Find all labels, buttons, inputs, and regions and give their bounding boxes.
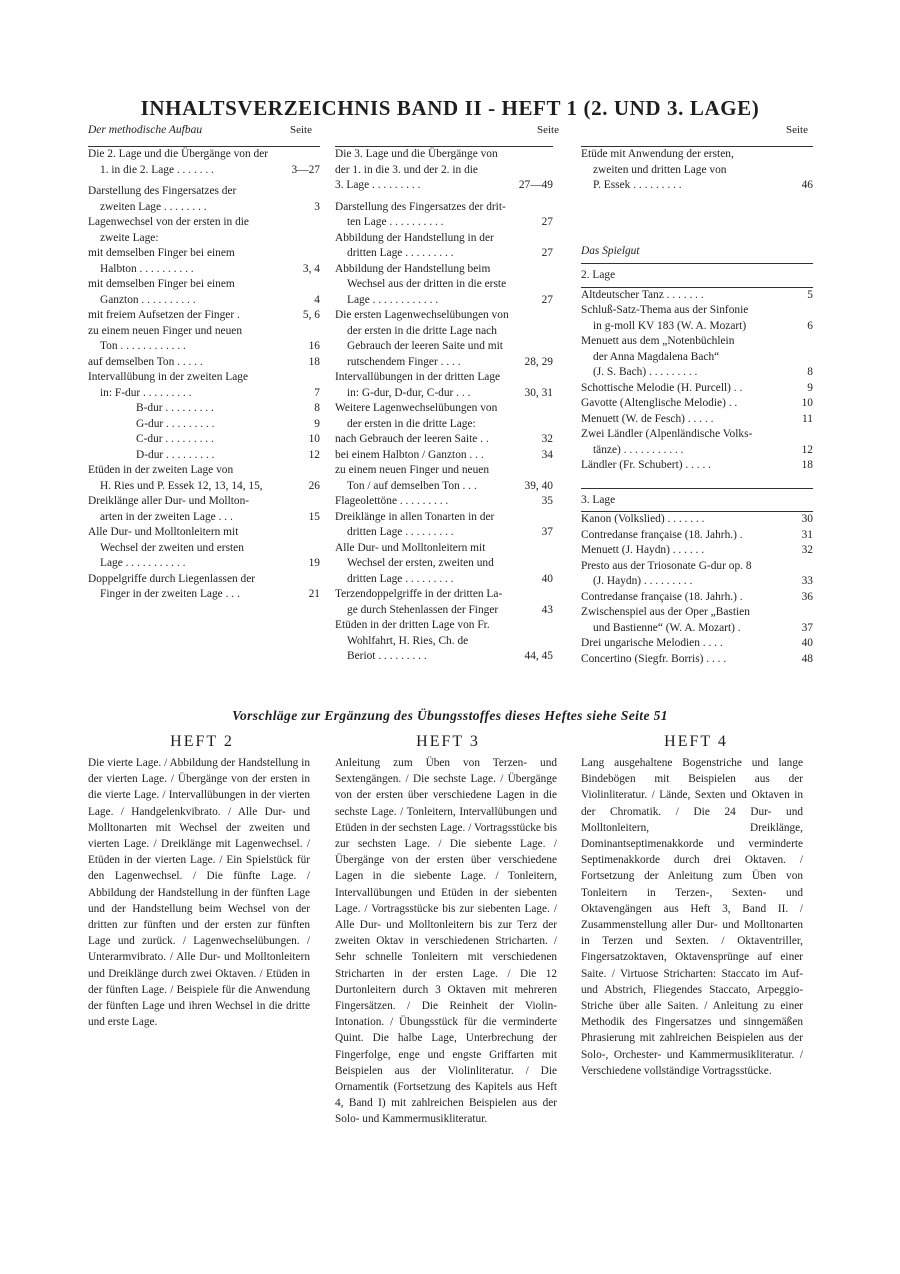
toc-entry — [335, 215, 553, 231]
toc-entry-page: 10 — [308, 433, 320, 445]
heft2-title: HEFT 2 — [170, 733, 234, 750]
toc-entry — [335, 308, 553, 324]
toc-entry — [88, 293, 320, 309]
toc-entry — [581, 365, 813, 381]
toc-entry-page: 3—27 — [291, 163, 320, 176]
toc-entry-text: G-dur . . . . . . . . . — [136, 417, 215, 430]
toc-entry-page: 3 — [314, 200, 320, 213]
toc-entry-text: tänze) . . . . . . . . . . . — [593, 443, 684, 456]
toc-entry-text: arten in der zweiten Lage . . . — [100, 510, 233, 523]
toc-entry-text: nach Gebrauch der leeren Saite . . — [335, 433, 489, 445]
toc-column-3 — [581, 146, 813, 667]
toc-entry-text: Darstellung des Fingersatzes der — [88, 185, 237, 197]
toc-entry — [88, 572, 320, 588]
toc-entry-text: Drei ungarische Melodien . . . . — [581, 637, 723, 649]
heft3-title: HEFT 3 — [416, 733, 480, 750]
toc-entry-text: Menuett aus dem „Notenbüchlein — [581, 335, 735, 347]
toc-entry — [335, 510, 553, 526]
toc-entry-text: Zwei Ländler (Alpenländische Volks- — [581, 428, 753, 440]
toc-entry — [88, 277, 320, 293]
toc-entry-text: 1. in die 2. Lage . . . . . . . — [100, 163, 214, 176]
toc-entry-page: 12 — [308, 448, 320, 461]
toc-entry-text: Etüden in der dritten Lage von Fr. — [335, 619, 490, 631]
heft4-text: Lang ausgehaltene Bogenstriche und lange Bindebögen mit Beispielen aus der Violinliteratur. / Lände, Sexten und Oktaven in der Chromatik. / Die 24 Dur- und Molltonleitern, Dreiklänge, Dominantseptimenakkorde und verminderte Septimenakkorde durch drei Oktaven. / Fortsetzung der Anleitung zum Üben von Tonleitern in Terzen-, Sexten- und Oktavengängen aus Heft 3, Band II. / Zusammenstellung aller Dur- und Molltonarten in Terzen und Sexten. / Oktaventriller, Fingersatzoktaven, Oktavensprünge auf einer Saite. / Virtuose Stricharten: Staccato im Auf- und Abstrich, Fliegendes Staccato, Arpeggio-Striche über alle Saiten. / Anleitung zu einer Methodik des Fingersatzes und sinngemäßen Phrasierung mit zahlreichen Beispielen aus der Solo-, Orchester- und Kammermusikliteratur. / Verschiedene vollständige Vortragsstücke. — [581, 757, 803, 1077]
toc-entry-page: 26 — [308, 479, 320, 492]
toc-entry — [581, 334, 813, 350]
toc-entry-text: Die 3. Lage und die Übergänge von — [335, 148, 498, 160]
toc-entry-text: Die 2. Lage und die Übergänge von der — [88, 148, 269, 160]
toc-entry — [581, 303, 813, 319]
toc-entry — [335, 178, 553, 194]
toc-entry-text: Dreiklänge in allen Tonarten in der — [335, 510, 495, 523]
toc-entry-page: 34 — [541, 448, 553, 461]
toc-entry-page: 9 — [807, 381, 813, 394]
toc-entry-page: 15 — [308, 510, 320, 523]
toc-entry — [335, 147, 553, 163]
toc-entry-text: Finger in der zweiten Lage . . . — [100, 588, 240, 600]
toc-entry — [88, 479, 320, 495]
toc-entry — [581, 288, 813, 304]
toc-entry-text: und Bastienne“ (W. A. Mozart) . — [593, 621, 741, 634]
toc-entry — [581, 381, 813, 397]
toc-entry-text: 3. Lage . . . . . . . . . — [335, 179, 421, 191]
toc-entry-text: Alle Dur- und Molltonleitern mit — [88, 526, 239, 538]
toc-entry-text: der Anna Magdalena Bach“ — [593, 350, 720, 363]
toc-entry — [581, 427, 813, 443]
toc-list-3-top — [581, 147, 813, 194]
toc-entry — [335, 634, 553, 650]
toc-entry — [581, 350, 813, 366]
toc-entry-text: Concertino (Siegfr. Borris) . . . . — [581, 652, 727, 665]
toc-entry — [335, 386, 553, 402]
toc-entry-text: Lage . . . . . . . . . . . . — [347, 293, 439, 306]
toc-entry — [335, 432, 553, 448]
toc-entry — [581, 412, 813, 428]
toc-entry — [335, 587, 553, 603]
toc-entry-text: B-dur . . . . . . . . . — [136, 402, 214, 414]
toc-entry-page: 8 — [314, 402, 320, 414]
toc-entry — [581, 458, 813, 474]
toc-entry — [335, 494, 553, 510]
page-title: INHALTSVERZEICHNIS BAND II - HEFT 1 (2. UND 3. LAGE) — [140, 96, 760, 120]
toc-entry — [88, 215, 320, 231]
toc-entry — [335, 339, 553, 355]
toc-entry — [88, 246, 320, 262]
toc-entry-text: der 1. in die 3. und der 2. in die — [335, 163, 478, 176]
toc-entry-text: Wechsel der ersten, zweiten und — [347, 557, 494, 569]
toc-entry-page: 32 — [801, 544, 813, 556]
toc-entry-text: Halbton . . . . . . . . . . — [100, 262, 194, 275]
toc-entry-text: (J. Haydn) . . . . . . . . . — [593, 575, 693, 587]
toc-entry-text: Beriot . . . . . . . . . — [347, 650, 427, 662]
toc-entry — [581, 559, 813, 575]
toc-entry — [88, 541, 320, 557]
toc-entry-text: Lage . . . . . . . . . . . — [100, 557, 186, 569]
toc-entry — [335, 649, 553, 665]
toc-entry — [88, 231, 320, 247]
toc-entry-text: Contredanse française (18. Jahrh.) . — [581, 590, 743, 603]
toc-entry-text: Contredanse française (18. Jahrh.) . — [581, 528, 743, 541]
toc-entry-text: C-dur . . . . . . . . . — [136, 433, 214, 445]
toc-entry — [581, 319, 813, 335]
toc-entry — [88, 370, 320, 386]
toc-entry — [88, 262, 320, 278]
heft2-text: Die vierte Lage. / Abbildung der Handstellung in der vierten Lage. / Übergänge von der ersten in die vierte Lage. / Intervallübungen in der vierten Lage. / Handgelenkvibrato. / Alle Dur- und Molltonarten mit Wechsel der zweiten und vierten Lage. / Dreiklänge mit Lagenwechsel. / Etüden in der vierten Lage. / Ein Spielstück für den Lagenwechsel. / Die fünfte Lage. / Abbildung der Handstellung in der fünften Lage und der Handstellung beim Wechsel von der dritten zur fünften und der ersten zur fünften Lage und zurück. / Lagenwechselübungen. / Unterarmvibrato. / Alle Dur- und Molltonleitern und Dreiklänge durch zwei Oktaven. / Etüden in der fünften Lage. / Beispiele für die Anwendung der fünften Lage und ihren Wechsel in die dritte und erste Lage. — [88, 757, 310, 1029]
toc-entry — [581, 621, 813, 637]
toc-entry-text: Ton . . . . . . . . . . . . — [100, 340, 186, 352]
supplement-banner: Vorschläge zur Ergänzung des Übungsstoffes dieses Heftes siehe Seite 51 — [232, 708, 668, 723]
toc-entry-text: Menuett (J. Haydn) . . . . . . — [581, 544, 705, 556]
toc-entry — [88, 432, 320, 448]
toc-entry-text: ten Lage . . . . . . . . . . — [347, 216, 444, 228]
toc-entry-text: Wechsel der zweiten und ersten — [100, 541, 244, 554]
lage3-heading: 3. Lage — [581, 493, 616, 506]
toc-entry — [581, 147, 813, 163]
toc-entry-text: bei einem Halbton / Ganzton . . . — [335, 448, 484, 461]
toc-entry-page: 27 — [541, 216, 553, 228]
toc-entry-text: Ländler (Fr. Schubert) . . . . . — [581, 459, 712, 471]
toc-entry-page: 16 — [308, 340, 320, 352]
toc-entry — [335, 401, 553, 417]
header-methodischer-aufbau-label: Der methodische Aufbau — [88, 124, 203, 136]
toc-entry-page: 9 — [314, 417, 320, 430]
toc-entry — [88, 494, 320, 510]
toc-entry-text: Zwischenspiel aus der Oper „Bastien — [581, 606, 750, 618]
toc-entry-text: zweiten Lage . . . . . . . . — [100, 200, 207, 213]
toc-entry-page: 39, 40 — [524, 479, 553, 492]
toc-entry — [335, 370, 553, 386]
toc-entry — [88, 200, 320, 216]
toc-entry-text: der ersten in die dritte Lage nach — [347, 324, 497, 337]
toc-entry-page: 27—49 — [518, 179, 553, 191]
toc-entry-page: 28, 29 — [524, 355, 553, 368]
toc-entry — [88, 401, 320, 417]
toc-entry-page: 19 — [308, 557, 320, 569]
toc-entry — [335, 541, 553, 557]
toc-entry-page: 18 — [801, 459, 813, 471]
toc-entry-page: 37 — [541, 526, 553, 538]
toc-entry — [335, 231, 553, 247]
seite-label-3: Seite — [786, 124, 808, 136]
toc-entry — [581, 396, 813, 412]
toc-entry — [581, 512, 813, 528]
toc-entry — [581, 543, 813, 559]
divider — [581, 263, 813, 264]
toc-entry-page: 21 — [308, 588, 320, 600]
lage3-list — [581, 512, 813, 667]
toc-entry-text: H. Ries und P. Essek 12, 13, 14, 15, — [100, 479, 263, 492]
toc-entry-text: Etüde mit Anwendung der ersten, — [581, 148, 734, 160]
toc-entry — [88, 184, 320, 200]
toc-entry — [88, 417, 320, 433]
toc-entry-page: 3, 4 — [302, 262, 320, 275]
toc-entry — [335, 293, 553, 309]
toc-entry-text: ge durch Stehenlassen der Finger — [347, 603, 499, 616]
toc-entry — [581, 163, 813, 179]
toc-entry — [335, 246, 553, 262]
toc-entry-page: 31 — [801, 528, 813, 541]
toc-entry — [335, 163, 553, 179]
toc-entry-text: zweite Lage: — [100, 231, 159, 244]
toc-entry — [581, 443, 813, 459]
toc-entry — [88, 556, 320, 572]
toc-entry-page: 33 — [801, 575, 813, 587]
toc-entry-page: 48 — [801, 652, 813, 665]
toc-entry — [88, 386, 320, 402]
toc-entry-page: 4 — [314, 293, 320, 306]
toc-column-1 — [88, 146, 320, 603]
toc-entry-text: Presto aus der Triosonate G-dur op. 8 — [581, 559, 752, 572]
toc-entry-page: 27 — [541, 293, 553, 306]
toc-entry-page: 12 — [801, 443, 813, 456]
toc-entry-page: 7 — [314, 386, 320, 399]
seite-label-2: Seite — [537, 124, 559, 136]
toc-entry-text: Wechsel aus der dritten in die erste — [347, 278, 507, 290]
toc-entry — [88, 339, 320, 355]
toc-entry — [88, 163, 320, 179]
toc-entry — [581, 605, 813, 621]
toc-entry-text: D-dur . . . . . . . . . — [136, 448, 215, 461]
toc-entry — [581, 574, 813, 590]
toc-entry-text: auf demselben Ton . . . . . — [88, 355, 203, 368]
toc-entry-text: dritten Lage . . . . . . . . . — [347, 526, 454, 538]
toc-entry — [581, 652, 813, 668]
toc-entry-text: Abbildung der Handstellung in der — [335, 231, 494, 244]
toc-entry-page: 43 — [541, 603, 553, 616]
toc-entry — [335, 556, 553, 572]
toc-entry-page: 5, 6 — [302, 309, 320, 321]
toc-entry-text: Ton / auf demselben Ton . . . — [347, 479, 477, 492]
toc-entry-text: Ganzton . . . . . . . . . . — [100, 293, 196, 306]
toc-list-1 — [88, 147, 320, 603]
toc-entry-text: Altdeutscher Tanz . . . . . . . — [581, 288, 704, 301]
toc-entry-page: 11 — [802, 412, 813, 425]
toc-entry-text: Flageolettöne . . . . . . . . . — [335, 495, 449, 507]
toc-entry-text: zweiten und dritten Lage von — [593, 163, 727, 176]
toc-entry — [335, 572, 553, 588]
toc-entry — [88, 147, 320, 163]
toc-entry-text: Etüden in der zweiten Lage von — [88, 464, 234, 476]
toc-entry — [335, 525, 553, 541]
toc-entry-page: 35 — [541, 495, 553, 507]
toc-entry — [335, 448, 553, 464]
toc-entry-page: 44, 45 — [524, 650, 553, 662]
toc-entry — [335, 417, 553, 433]
header-methodischer-aufbau — [88, 124, 202, 136]
toc-entry — [88, 324, 320, 340]
toc-entry — [335, 479, 553, 495]
toc-entry-page: 8 — [807, 366, 813, 378]
toc-entry-text: Terzendoppelgriffe in der dritten La- — [335, 588, 503, 600]
lage2-heading: 2. Lage — [581, 269, 616, 281]
toc-entry-text: mit demselben Finger bei einem — [88, 247, 235, 259]
toc-entry-text: in: F-dur . . . . . . . . . — [100, 386, 192, 399]
toc-entry-text: Schluß-Satz-Thema aus der Sinfonie — [581, 304, 749, 316]
toc-entry — [88, 448, 320, 464]
toc-entry — [88, 308, 320, 324]
lage2-list — [581, 288, 813, 474]
toc-entry — [335, 618, 553, 634]
toc-entry-text: Gebrauch der leeren Saite und mit — [347, 340, 503, 352]
toc-entry-text: Abbildung der Handstellung beim — [335, 262, 491, 275]
toc-entry — [88, 587, 320, 603]
toc-entry — [88, 355, 320, 371]
toc-entry-text: Schottische Melodie (H. Purcell) . . — [581, 381, 743, 394]
heft4-title: HEFT 4 — [664, 733, 728, 750]
toc-entry — [581, 590, 813, 606]
toc-entry-text: der ersten in die dritte Lage: — [347, 417, 476, 430]
toc-entry-text: rutschendem Finger . . . . — [347, 355, 461, 368]
toc-entry-text: Intervallübungen in der dritten Lage — [335, 371, 501, 383]
toc-entry-text: mit demselben Finger bei einem — [88, 278, 235, 290]
toc-entry-text: Lagenwechsel von der ersten in die — [88, 216, 249, 228]
toc-entry-text: Menuett (W. de Fesch) . . . . . — [581, 412, 714, 425]
toc-entry — [88, 463, 320, 479]
toc-entry-text: Gavotte (Altenglische Melodie) . . — [581, 397, 738, 409]
toc-entry — [335, 324, 553, 340]
toc-entry-text: Dreiklänge aller Dur- und Mollton- — [88, 495, 250, 507]
seite-label-1: Seite — [290, 124, 312, 136]
toc-entry-page: 10 — [801, 397, 813, 409]
toc-entry — [335, 355, 553, 371]
toc-entry-text: dritten Lage . . . . . . . . . — [347, 572, 454, 585]
toc-entry-page: 27 — [541, 247, 553, 259]
toc-entry-text: Wohlfahrt, H. Ries, Ch. de — [347, 634, 469, 647]
toc-entry-text: Darstellung des Fingersatzes der drit- — [335, 200, 506, 213]
toc-entry — [88, 525, 320, 541]
toc-entry-page: 5 — [807, 288, 813, 301]
toc-entry-text: P. Essek . . . . . . . . . — [593, 179, 682, 191]
spielgut-heading: Das Spielgut — [581, 244, 640, 257]
toc-entry-text: dritten Lage . . . . . . . . . — [347, 247, 454, 259]
toc-entry-text: Intervallübung in der zweiten Lage — [88, 371, 249, 383]
toc-entry-page: 18 — [308, 355, 320, 368]
toc-entry-page: 36 — [801, 590, 813, 603]
toc-entry-page: 30, 31 — [524, 386, 553, 399]
toc-entry — [88, 510, 320, 526]
toc-entry-page: 32 — [541, 433, 553, 445]
toc-entry-page: 37 — [801, 621, 813, 634]
toc-entry-text: Die ersten Lagenwechselübungen von — [335, 309, 509, 321]
toc-entry-page: 40 — [801, 637, 813, 649]
toc-entry-text: Doppelgriffe durch Liegenlassen der — [88, 572, 256, 585]
toc-entry-text: zu einem neuen Finger und neuen — [335, 464, 490, 476]
heft3-text: Anleitung zum Üben von Terzen- und Sextengängen. / Die sechste Lage. / Übergänge von der ersten über verschiedene Lagen in die sechste Lage. / Tonleitern, Intervallübungen und Etüden in der sechsten Lage. / Vortragsstücke bis zur sechsten Lage. / Die siebente Lage. / Übergänge von der ersten über verschiedene Lagen in die siebente Lage. / Tonleitern, Intervallübungen und Etüden in der siebenten Lage. / Vortragsstücke bis zur siebenten Lage. / Alle Dur- und Molltonleitern bis zur Terz der zweiten Oktav in verschiedenen Stricharten. / Sehr schnelle Tonleitern mit verschiedenen Stricharten in der ersten Lage. / Die 12 Durtonleitern durch 3 Oktaven mit mehreren Fingersätzen. / Die Reinheit der Violin-Intonation. / Übungsstück für die verminderte Quint. Die halbe Lage, Unterbrechung der Fingerfolge, enge und engste Griffarten mit Beispielen aus der Violinliteratur. / Die Ornamentik (Fortsetzung des Kapitels aus Heft 4, Band I) mit zahlreichen Beispielen aus der Solo- und Kammermusikliteratur. — [335, 757, 557, 1126]
toc-column-2 — [335, 146, 553, 665]
toc-entry-text: mit freiem Aufsetzen der Finger . — [88, 309, 240, 321]
toc-entry-text: in g-moll KV 183 (W. A. Mozart) — [593, 319, 747, 332]
toc-list-2 — [335, 147, 553, 665]
toc-entry — [335, 603, 553, 619]
toc-entry-page: 6 — [807, 319, 813, 332]
toc-entry — [581, 636, 813, 652]
toc-entry-text: Alle Dur- und Molltonleitern mit — [335, 541, 486, 554]
toc-entry — [335, 200, 553, 216]
toc-entry-text: in: G-dur, D-dur, C-dur . . . — [347, 386, 471, 399]
toc-entry — [335, 262, 553, 278]
toc-entry-text: zu einem neuen Finger und neuen — [88, 324, 243, 337]
toc-entry-text: Weitere Lagenwechselübungen von — [335, 402, 498, 414]
toc-entry — [581, 178, 813, 194]
toc-entry-text: (J. S. Bach) . . . . . . . . . — [593, 366, 698, 378]
toc-entry — [581, 528, 813, 544]
toc-entry — [335, 277, 553, 293]
toc-entry — [335, 463, 553, 479]
toc-entry-page: 46 — [801, 179, 813, 191]
divider — [581, 488, 813, 489]
toc-entry-page: 40 — [541, 572, 553, 585]
toc-entry-page: 30 — [801, 513, 813, 525]
toc-entry-text: Kanon (Volkslied) . . . . . . . — [581, 513, 705, 525]
